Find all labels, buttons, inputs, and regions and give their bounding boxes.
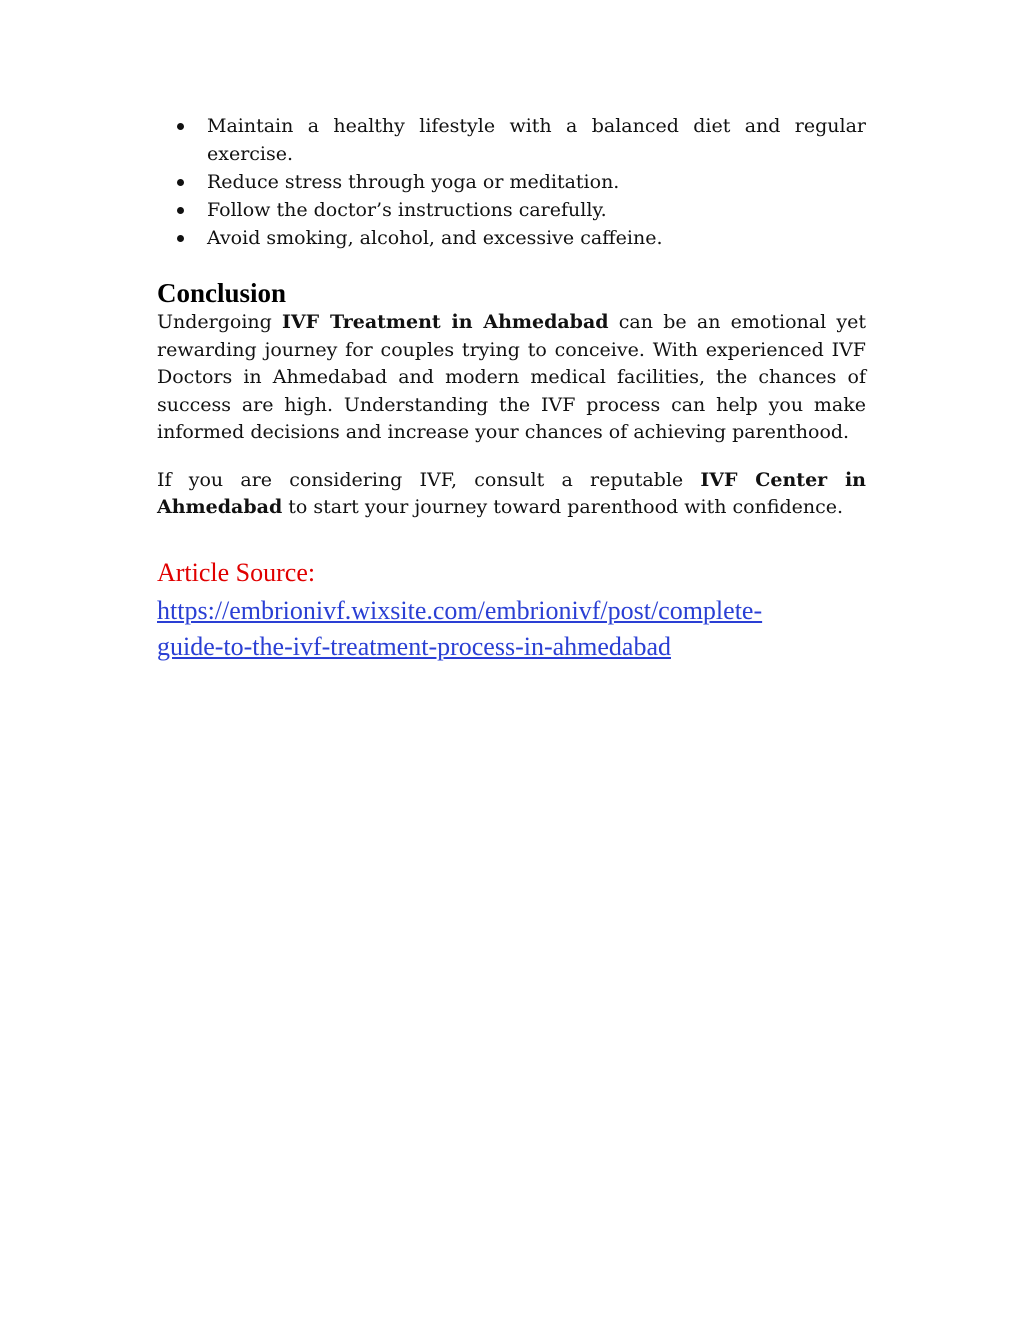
bullet-icon: [177, 235, 184, 242]
link-line-2[interactable]: guide-to-the-ivf-treatment-process-in-ahmedabad: [157, 631, 671, 661]
cta-paragraph: [157, 467, 866, 522]
conclusion-paragraph: [157, 309, 866, 447]
bullet-icon: [177, 123, 184, 130]
document-page: [157, 112, 866, 665]
article-source-link[interactable]: [157, 593, 837, 665]
paragraph-text: to start your journey toward parenthood with confidence.: [282, 496, 844, 518]
link-line-1[interactable]: https://embrionivf.wixsite.com/embrionivf/post/complete-: [157, 595, 763, 625]
list-item: [157, 224, 866, 252]
bullet-icon: [177, 207, 184, 214]
list-item: [157, 196, 866, 224]
list-item-text: Reduce stress through yoga or meditation.: [207, 171, 620, 193]
paragraph-text: Undergoing: [157, 311, 283, 333]
list-item-text: Follow the doctor’s instructions carefully.: [207, 199, 607, 221]
bullet-icon: [177, 179, 184, 186]
conclusion-heading: Conclusion: [157, 278, 287, 308]
bold-keyword: IVF Treatment in Ahmedabad: [282, 311, 609, 333]
list-item-text: Avoid smoking, alcohol, and excessive caffeine.: [207, 227, 663, 249]
list-item: [157, 168, 866, 196]
list-item-text: Maintain a healthy lifestyle with a balanced diet and regular exercise.: [207, 115, 866, 165]
list-item: [157, 112, 866, 168]
paragraph-text: If you are considering IVF, consult a reputable: [157, 468, 701, 491]
bold-keyword: IVF Center in Ahmedabad: [157, 468, 866, 518]
paragraph-text: can be an emotional yet rewarding journey for couples trying to conceive. With experienced IVF Doctors in Ahmedabad and modern medical facilities, the chances of success are high. Understanding the IVF process can help you make informed decisions and increase your chances of achieving parenthood.: [157, 311, 866, 443]
tips-list: [157, 112, 866, 252]
article-source-heading: Article Source:: [157, 557, 316, 587]
